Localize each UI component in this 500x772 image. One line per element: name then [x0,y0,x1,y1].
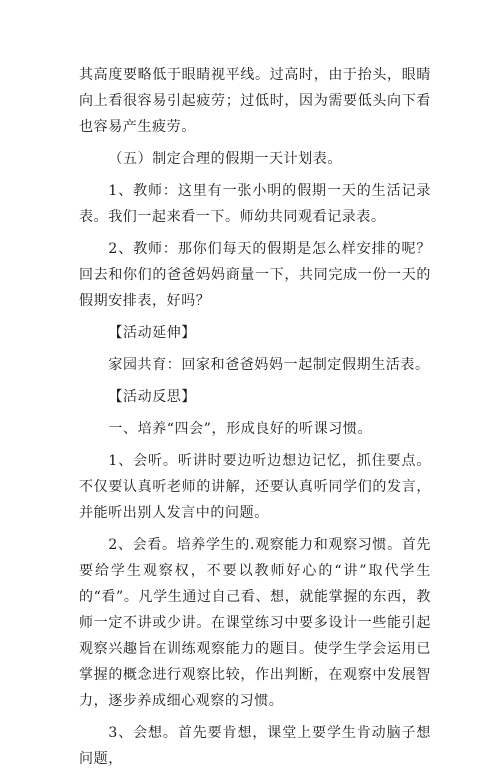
paragraph-home-school: 家园共育：回家和爸爸妈妈一起制定假期生活表。 [108,357,430,373]
heading-activity-extension: 【活动延伸】 [108,325,196,341]
paragraph-think: 3、会想。首先要肯想，课堂上要学生肯动脑子想问题， [79,725,431,767]
paragraph-continuation: 其高度要略低于眼睛视平线。过高时，由于抬头，眼睛向上看很容易引起疲劳；过低时，因为需要低头向下看也容易产生疲劳。 [79,67,431,135]
heading-activity-reflection: 【活动反思】 [108,389,196,405]
paragraph-step-1: 1、教师：这里有一张小明的假期一天的生活记录表。我们一起来看一下。师幼共同观看记录表。 [79,183,431,225]
paragraph-look: 2、会看。培养学生的.观察能力和观察习惯。首先要给学生观察权，不要以教师好心的“讲”取代学生的“看”。凡学生通过自己看、想，就能掌握的东西，教师一定不讲或少讲。在课堂练习中要多设计一些能引起观察兴趣旨在训练观察能力的题目。使学生学会运用已掌握的概念进行观察比较，作出判断，在观察中发展智力，逐步养成细心观察的习惯。 [79,537,431,709]
document-page [79,62,431,772]
paragraph-four-skills: 一、培养“四会”，形成良好的听课习惯。 [108,421,373,437]
paragraph-step-2: 2、教师：那你们每天的假期是怎么样安排的呢？回去和你们的爸爸妈妈商量一下，共同完成一份一天的假期安排表，好吗？ [79,241,431,309]
paragraph-listen: 1、会听。听讲时要边听边想边记忆，抓住要点。不仅要认真听老师的讲解，还要认真听同学们的发言，并能听出别人发言中的问题。 [79,453,431,521]
section-heading-five: （五）制定合理的假期一天计划表。 [108,151,342,167]
